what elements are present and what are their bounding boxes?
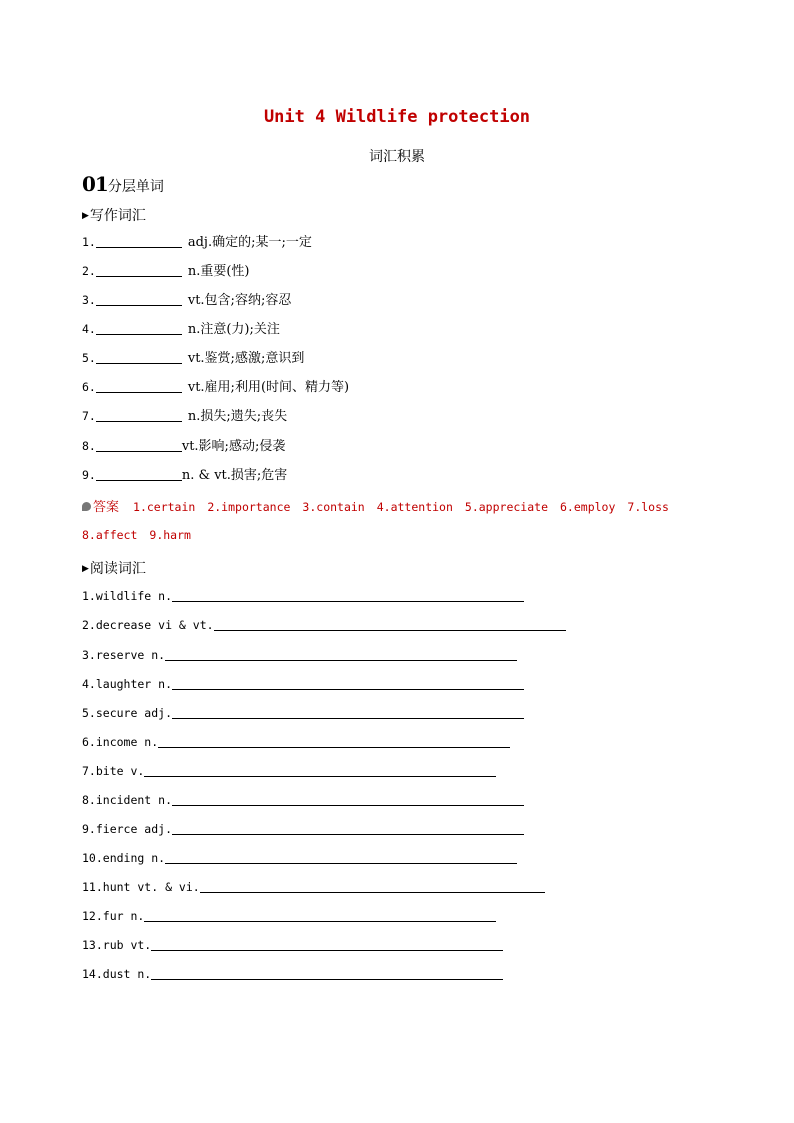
reading-item xyxy=(82,674,524,694)
writing-item xyxy=(82,406,287,426)
item-number: 3. xyxy=(82,293,96,307)
item-term: 12.fur n. xyxy=(82,909,145,923)
writing-vocab-heading xyxy=(82,205,146,225)
item-term: 3.reserve n. xyxy=(82,648,166,662)
answer-item: 6.employ xyxy=(560,500,616,514)
answer-blank[interactable] xyxy=(158,733,510,748)
reading-item xyxy=(82,732,510,752)
writing-item xyxy=(82,377,349,397)
answer-blank[interactable] xyxy=(200,878,545,893)
answer-line xyxy=(82,528,203,542)
item-number: 8. xyxy=(82,439,96,453)
answer-item: 9.harm xyxy=(149,528,191,542)
answer-blank[interactable] xyxy=(96,466,182,481)
writing-item xyxy=(82,319,280,339)
item-term: 7.bite v. xyxy=(82,764,145,778)
writing-item xyxy=(82,232,312,252)
answer-blank[interactable] xyxy=(96,233,182,248)
reading-item xyxy=(82,790,524,810)
triangle-bullet-icon: ▶ xyxy=(82,564,89,574)
answer-item: 3.contain xyxy=(302,500,365,514)
writing-item xyxy=(82,436,285,456)
reading-item xyxy=(82,819,524,839)
writing-heading-text: 写作词汇 xyxy=(89,208,146,224)
answer-blank[interactable] xyxy=(172,587,524,602)
triangle-bullet-icon: ▶ xyxy=(82,211,89,221)
answer-blank[interactable] xyxy=(96,320,182,335)
item-number: 4. xyxy=(82,322,96,336)
answer-item: 7.loss xyxy=(627,500,669,514)
section-number: 01 xyxy=(82,172,108,196)
writing-item xyxy=(82,261,250,281)
answer-item: 2.importance xyxy=(207,500,291,514)
answer-item: 4.attention xyxy=(376,500,453,514)
reading-item xyxy=(82,586,524,606)
item-term: 8.incident n. xyxy=(82,793,173,807)
item-term: 10.ending n. xyxy=(82,851,166,865)
section-label: 分层单词 xyxy=(107,179,164,195)
item-term: 2.decrease vi & vt. xyxy=(82,618,214,632)
answer-blank[interactable] xyxy=(144,907,496,922)
reading-item xyxy=(82,964,503,984)
item-definition: n.重要(性) xyxy=(187,264,250,279)
answer-blank[interactable] xyxy=(96,407,182,422)
answer-blank[interactable] xyxy=(151,965,503,980)
section-heading xyxy=(82,172,164,196)
answer-blank[interactable] xyxy=(165,849,517,864)
item-number: 7. xyxy=(82,409,96,423)
item-term: 14.dust n. xyxy=(82,967,152,981)
item-term: 6.income n. xyxy=(82,735,159,749)
answer-blank[interactable] xyxy=(96,349,182,364)
answer-blank[interactable] xyxy=(96,291,182,306)
reading-item xyxy=(82,935,503,955)
page-title: Unit 4 Wildlife protection xyxy=(263,107,531,127)
item-term: 4.laughter n. xyxy=(82,677,173,691)
answer-blank[interactable] xyxy=(172,791,524,806)
item-term: 1.wildlife n. xyxy=(82,589,173,603)
answer-blank[interactable] xyxy=(96,262,182,277)
answer-blank[interactable] xyxy=(172,704,524,719)
item-definition: n.注意(力);关注 xyxy=(187,322,280,337)
item-term: 11.hunt vt. & vi. xyxy=(82,880,200,894)
reading-item xyxy=(82,877,545,897)
answer-label: 答案 xyxy=(93,500,120,515)
answer-blank[interactable] xyxy=(165,646,517,661)
item-number: 1. xyxy=(82,235,96,249)
answer-blank[interactable] xyxy=(96,378,182,393)
item-term: 13.rub vt. xyxy=(82,938,152,952)
writing-item xyxy=(82,290,291,310)
writing-item xyxy=(82,348,304,368)
answer-blank[interactable] xyxy=(214,616,566,631)
answer-item: 5.appreciate xyxy=(464,500,548,514)
item-definition: n. & vt.损害;危害 xyxy=(181,468,288,483)
item-number: 9. xyxy=(82,468,96,482)
reading-item xyxy=(82,703,524,723)
item-number: 2. xyxy=(82,264,96,278)
reading-item xyxy=(82,848,517,868)
answer-line xyxy=(82,496,681,515)
writing-item xyxy=(82,465,287,485)
item-number: 5. xyxy=(82,351,96,365)
reading-vocab-heading xyxy=(82,558,146,578)
answer-item: 1.certain xyxy=(133,500,196,514)
reading-item xyxy=(82,615,566,635)
pencil-icon xyxy=(82,502,91,511)
item-number: 6. xyxy=(82,380,96,394)
answer-blank[interactable] xyxy=(151,936,503,951)
reading-item xyxy=(82,645,517,665)
page-subtitle: 词汇积累 xyxy=(369,149,425,165)
item-term: 5.secure adj. xyxy=(82,706,173,720)
item-term: 9.fierce adj. xyxy=(82,822,173,836)
item-definition: adj.确定的;某一;一定 xyxy=(187,235,312,250)
answer-blank[interactable] xyxy=(144,762,496,777)
answer-item: 8.affect xyxy=(82,528,138,542)
item-definition: vt.包含;容纳;容忍 xyxy=(187,293,292,308)
reading-item xyxy=(82,906,496,926)
item-definition: vt.鉴赏;感激;意识到 xyxy=(187,351,305,366)
item-definition: vt.影响;感动;侵袭 xyxy=(181,439,286,454)
answer-blank[interactable] xyxy=(172,820,524,835)
reading-item xyxy=(82,761,496,781)
answer-blank[interactable] xyxy=(172,675,524,690)
item-definition: vt.雇用;利用(时间、精力等) xyxy=(187,380,350,395)
item-definition: n.损失;遗失;丧失 xyxy=(187,409,288,424)
reading-heading-text: 阅读词汇 xyxy=(89,561,146,577)
answer-blank[interactable] xyxy=(96,437,182,452)
